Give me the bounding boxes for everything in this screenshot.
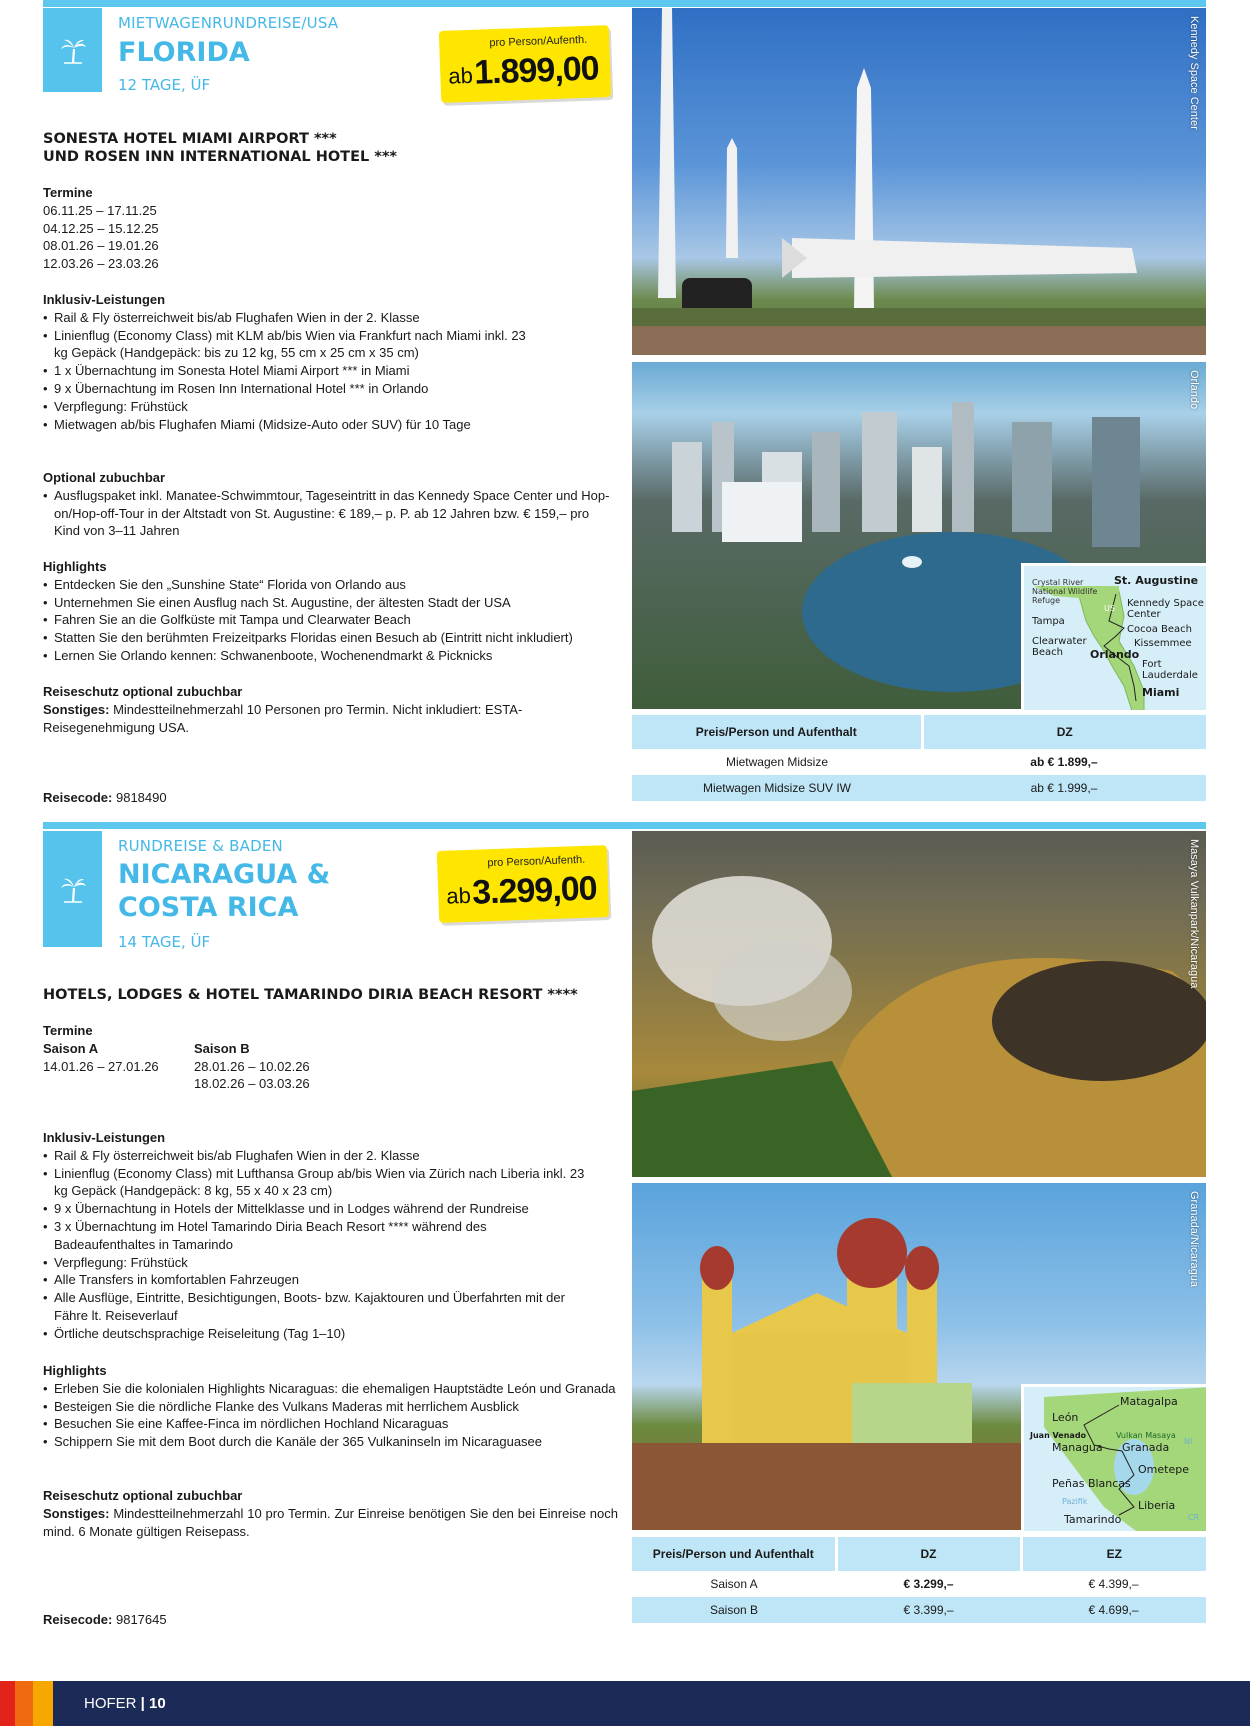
palm-tree-icon [43,831,102,947]
table-cell: € 4.699,– [1021,1597,1206,1623]
inklusiv-item: • Verpflegung: Frühstück [43,398,533,416]
saison-b-label: Saison B [194,1040,250,1056]
photo-caption: Kennedy Space Center [1188,16,1200,130]
reiseschutz-heading: Reiseschutz optional zubuchbar [43,1488,243,1503]
footer-brand: HOFER [84,1695,137,1712]
inklusiv-item: • Mietwagen ab/bis Flughafen Miami (Midsize-Auto oder SUV) für 10 Tage [43,416,533,434]
offer-title-line: NICARAGUA & [118,859,331,890]
map-florida [1021,563,1209,713]
table-cell: Saison B [632,1597,836,1623]
termin-date: 18.02.26 – 03.03.26 [194,1076,310,1092]
highlight-item: • Erleben Sie die kolonialen Highlights Nicaraguas: die ehemaligen Hauptstädte León und Granada [43,1380,623,1398]
map-label: Fort Lauderdale [1142,659,1198,681]
photo-caption: Masaya Vulkanpark/Nicaragua [1188,839,1200,989]
price-amount: 3.299,00 [471,869,598,912]
hotel-name [43,130,603,166]
inklusiv-item: • Alle Ausflüge, Eintritte, Besichtigungen, Boots- bzw. Kajaktouren und Überfahrten mit der Fähre lt. Reiseverlauf [43,1289,588,1325]
inklusiv-item: • 9 x Übernachtung in Hotels der Mittelklasse und in Lodges während der Rundreise [43,1200,588,1218]
highlight-item: • Fahren Sie an die Golfküste mit Tampa und Clearwater Beach [43,611,623,629]
footer-stripe [0,1681,15,1726]
highlight-item: • Unternehmen Sie einen Ausflug nach St. Augustine, der ältesten Stadt der USA [43,594,623,612]
reisecode [43,1612,167,1627]
footer-brand-page [84,1695,166,1712]
offer-duration: 12 TAGE, ÜF [118,76,211,94]
map-label: Granada [1122,1441,1170,1454]
offer-title: FLORIDA [118,37,250,68]
sonstiges-text: Mindestteilnehmerzahl 10 pro Termin. Zur Einreise benötigen Sie den bei Einreise noch mind. 6 Monate gültigen Reisepass. [43,1505,618,1539]
termin-date: 08.01.26 – 19.01.26 [43,238,159,254]
footer-stripe [33,1681,53,1726]
termine-block [43,184,623,273]
map-label: Orlando [1090,648,1140,661]
page-number: 10 [149,1695,166,1712]
map-label: Crystal River National Wildlife Refuge [1032,578,1098,605]
map-label: Clearwater Beach [1032,636,1087,658]
offer-category: RUNDREISE & BADEN [118,837,283,855]
termin-date: 14.01.26 – 27.01.26 [43,1058,159,1074]
map-label: St. Augustine [1114,574,1199,587]
map-label: NI [1184,1437,1193,1446]
sonstiges-text: Mindestteilnehmerzahl 10 Personen pro Termin. Nicht inkludiert: ESTA-Reisegenehmigung USA. [43,701,523,735]
table-cell: € 3.399,– [836,1597,1021,1623]
inklusiv-item: • Örtliche deutschsprachige Reiseleitung (Tag 1–10) [43,1325,588,1343]
sonstiges-label: Sonstiges: [43,1505,110,1521]
map-label: Juan Venado [1030,1431,1087,1440]
price-tag [439,25,611,103]
table-cell: Mietwagen Midsize SUV IW [632,775,922,801]
price-prefix: ab [445,882,472,909]
optional-block [43,469,618,540]
map-label: Liberia [1138,1499,1176,1512]
inklusiv-heading: Inklusiv-Leistungen [43,1130,166,1145]
reisecode [43,790,167,805]
highlight-item: • Lernen Sie Orlando kennen: Schwanenboote, Wochenendmarkt & Picknicks [43,647,623,665]
termin-date: 28.01.26 – 10.02.26 [194,1058,310,1074]
highlight-item: • Statten Sie den berühmten Freizeitparks Floridas einen Besuch ab (Eintritt nicht inkludiert) [43,629,623,647]
photo-masaya-volcano [632,831,1206,1177]
termin-date: 06.11.25 – 17.11.25 [43,202,157,218]
map-label: CR [1188,1513,1200,1522]
highlight-item: • Besuchen Sie eine Kaffee-Finca im nördlichen Hochland Nicaraguas [43,1415,623,1433]
reisecode-label: Reisecode: [43,1612,113,1627]
inklusiv-item: • Rail & Fly österreichweit bis/ab Flughafen Wien in der 2. Klasse [43,1147,588,1165]
offer-top-bar [43,822,1206,829]
price-amount: 1.899,00 [473,49,600,92]
inklusiv-item: • 9 x Übernachtung im Rosen Inn International Hotel *** in Orlando [43,380,533,398]
sonstiges-label: Sonstiges: [43,701,110,717]
table-cell: € 3.299,– [903,1577,954,1591]
inklusiv-item: • Linienflug (Economy Class) mit Lufthansa Group ab/bis Wien via Zürich nach Liberia inkl. 23 kg Gepäck (Handgepäck: 8 kg, 55 x 40 x 23 cm) [43,1165,588,1201]
map-label: León [1052,1411,1079,1424]
table-row [632,749,1206,775]
highlights-block [43,558,623,665]
table-row [632,1597,1206,1623]
price-table [632,715,1206,801]
map-label: Matagalpa [1120,1395,1178,1408]
map-label: Ometepe [1138,1463,1189,1476]
map-nicaragua-costa-rica [1021,1384,1209,1534]
highlights-heading: Highlights [43,1363,107,1378]
highlight-item: • Entdecken Sie den „Sunshine State“ Florida von Orlando aus [43,576,623,594]
inklusiv-item: • Alle Transfers in komfortablen Fahrzeugen [43,1271,588,1289]
inklusiv-item: • Verpflegung: Frühstück [43,1254,588,1272]
footer [0,1681,1250,1726]
inklusiv-item: • 1 x Übernachtung im Sonesta Hotel Miami Airport *** in Miami [43,362,533,380]
inklusiv-block [43,291,533,433]
table-header: DZ [836,1537,1021,1571]
inklusiv-block [43,1129,588,1343]
map-label: Vulkan Masaya [1116,1431,1176,1440]
map-label: Peñas Blancas [1052,1477,1131,1490]
map-label: Tamarindo [1064,1513,1122,1526]
map-label: Pazifik [1062,1497,1088,1506]
inklusiv-heading: Inklusiv-Leistungen [43,292,166,307]
photo-caption: Orlando [1188,370,1200,410]
offer-duration: 14 TAGE, ÜF [118,933,211,951]
map-label: Managua [1052,1441,1103,1454]
table-header: Preis/Person und Aufenthalt [632,715,922,749]
saison-a-label: Saison A [43,1040,99,1056]
palm-tree-icon [43,8,102,92]
table-cell: € 4.399,– [1088,1577,1139,1591]
map-label: US [1104,604,1115,613]
map-label: Kennedy Space Center [1127,598,1204,620]
offer-category: MIETWAGENRUNDREISE/USA [118,14,339,32]
table-cell: ab € 1.999,– [922,775,1206,801]
reisecode-value: 9818490 [112,790,167,805]
map-label: Cocoa Beach [1127,624,1192,635]
misc-block [43,1487,618,1540]
table-row [632,1571,1206,1597]
map-label: Miami [1142,686,1180,699]
reisecode-value: 9817645 [112,1612,167,1627]
optional-heading: Optional zubuchbar [43,470,166,485]
photo-kennedy-space-center [632,8,1206,355]
inklusiv-item: • 3 x Übernachtung im Hotel Tamarindo Diria Beach Resort **** während des Badeaufenthaltes in Tamarindo [43,1218,588,1254]
table-row [632,775,1206,801]
price-prefix: ab [447,62,474,89]
photo-caption: Granada/Nicaragua [1188,1191,1200,1288]
price-label: pro Person/Aufenth. [487,853,586,870]
highlights-block [43,1362,623,1451]
termine-block [43,1022,623,1093]
inklusiv-item: • Rail & Fly österreichweit bis/ab Flughafen Wien in der 2. Klasse [43,309,533,327]
table-header: Preis/Person und Aufenthalt [632,1537,836,1571]
price-tag [437,845,609,923]
reiseschutz-heading: Reiseschutz optional zubuchbar [43,684,243,699]
table-cell: ab € 1.899,– [1030,755,1098,769]
footer-stripe [15,1681,33,1726]
termine-heading: Termine [43,1023,93,1038]
highlights-heading: Highlights [43,559,107,574]
hotel-line: SONESTA HOTEL MIAMI AIRPORT *** [43,131,337,147]
optional-item: • Ausflugspaket inkl. Manatee-Schwimmtour, Tageseintritt in das Kennedy Space Center und Hop-on/Hop-off-Tour in der Altstadt von St. Augustine: € 189,– p. P. ab 12 Jahren bzw. € 159,– pro Kind von 3–11 Jahren [43,487,618,540]
table-header: EZ [1021,1537,1206,1571]
highlight-item: • Schippern Sie mit dem Boot durch die Kanäle der 365 Vulkaninseln im Nicaraguasee [43,1433,623,1451]
termine-heading: Termine [43,185,93,200]
price-table [632,1537,1206,1623]
hotel-line: HOTELS, LODGES & HOTEL TAMARINDO DIRIA BEACH RESORT **** [43,987,578,1003]
offer-title-line: COSTA RICA [118,892,299,923]
footer-separator: | [136,1695,150,1712]
termin-date: 04.12.25 – 15.12.25 [43,220,159,236]
table-cell: Saison A [710,1577,758,1591]
reisecode-label: Reisecode: [43,790,113,805]
map-label: Tampa [1032,616,1065,627]
price-label: pro Person/Aufenth. [489,33,588,50]
hotel-name [43,986,623,1004]
offer-top-bar [43,0,1206,7]
misc-block [43,683,618,736]
termin-date: 12.03.26 – 23.03.26 [43,256,159,272]
table-cell: Mietwagen Midsize [725,755,829,769]
highlight-item: • Besteigen Sie die nördliche Flanke des Vulkans Maderas mit herrlichem Ausblick [43,1398,623,1416]
inklusiv-item: • Linienflug (Economy Class) mit KLM ab/bis Wien via Frankfurt nach Miami inkl. 23 kg Gepäck (Handgepäck: bis zu 12 kg, 55 cm x 25 cm x 35 cm) [43,327,533,363]
hotel-line: UND ROSEN INN INTERNATIONAL HOTEL *** [43,149,398,165]
table-header: DZ [922,715,1206,749]
map-label: Kissemmee [1134,638,1192,649]
